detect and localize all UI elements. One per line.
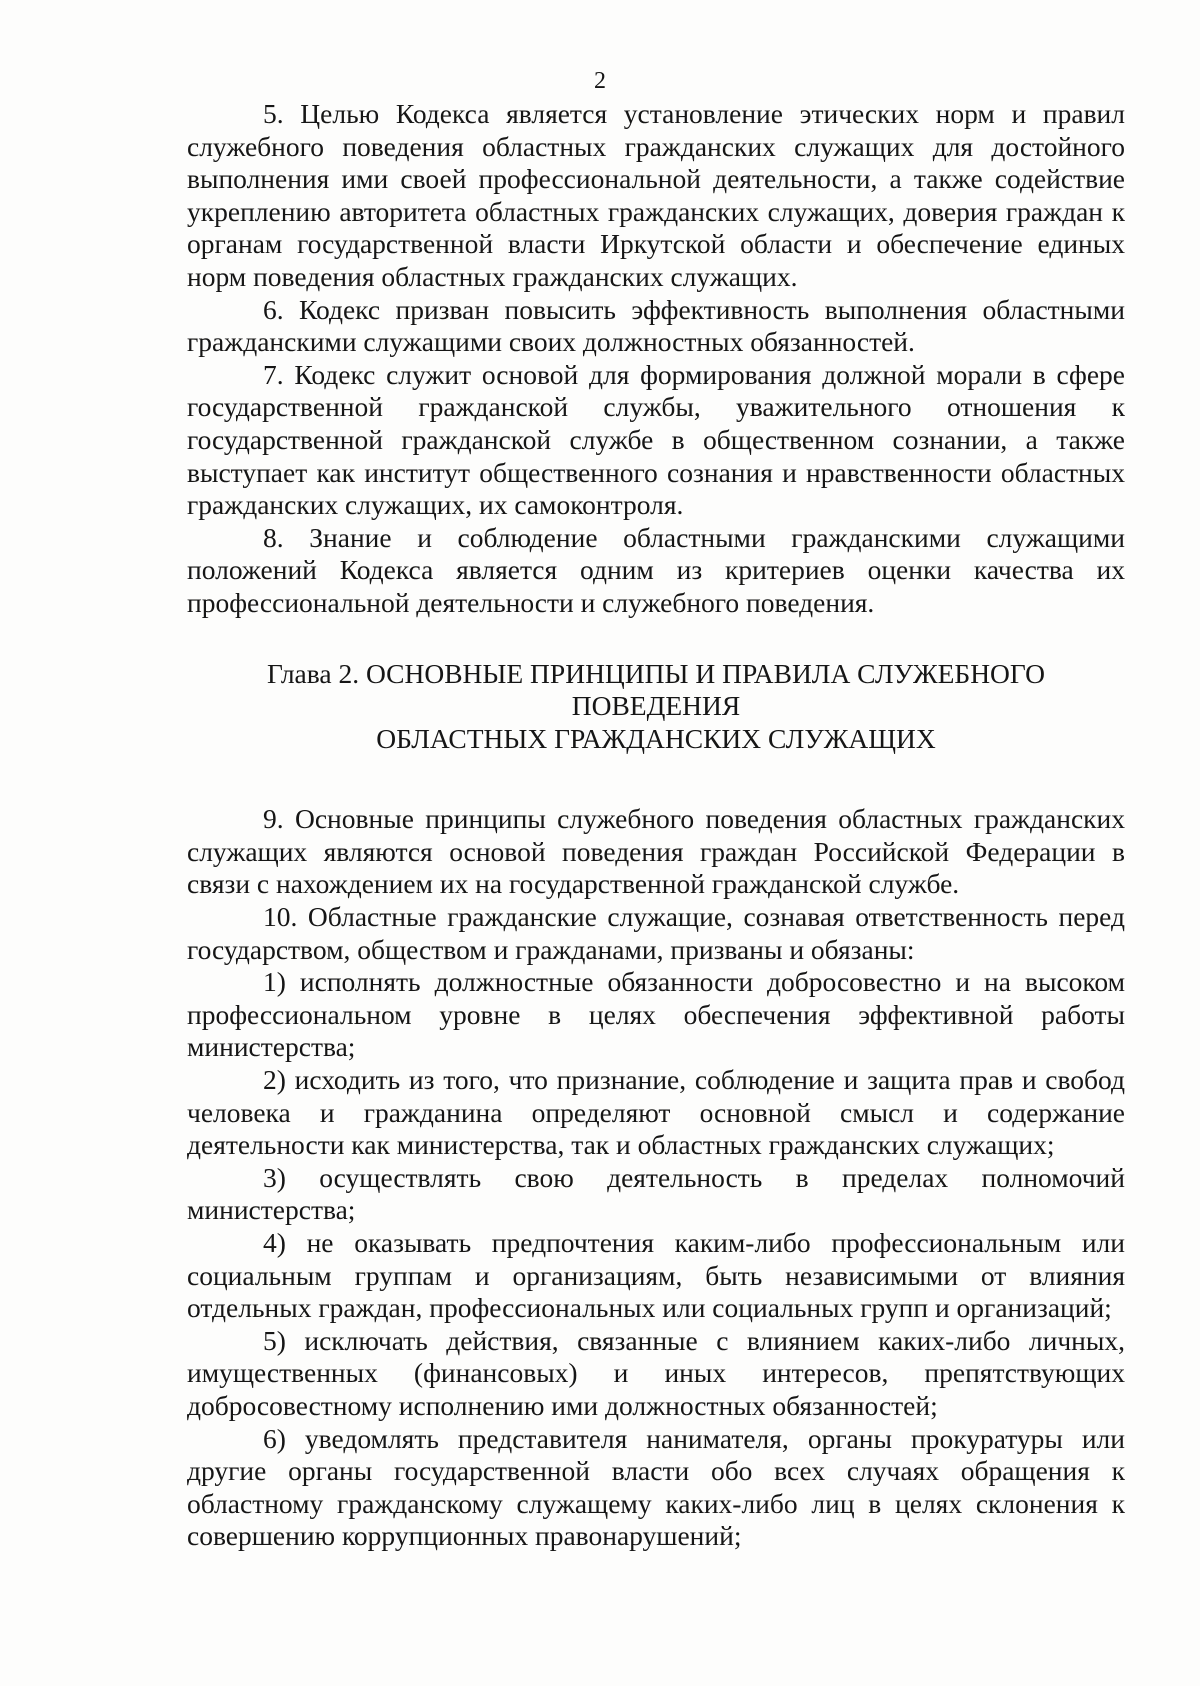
paragraph-8: 8. Знание и соблюдение областными гражданскими служащими положений Кодекса является одним из критериев оценки качества их профессиональной деятельности и служебного поведения. bbox=[187, 521, 1125, 618]
chapter-heading-line-3: ОБЛАСТНЫХ ГРАЖДАНСКИХ СЛУЖАЩИХ bbox=[376, 722, 936, 754]
list-item-3: 3) осуществлять свою деятельность в пределах полномочий министерства; bbox=[187, 1161, 1125, 1226]
list-item-6: 6) уведомлять представителя нанимателя, органы прокуратуры или другие органы государственной власти обо всех случаях обращения к областному гражданскому служащему каких-либо лиц в целях склонения к совершению коррупционных правонарушений; bbox=[187, 1422, 1125, 1552]
chapter-heading-line-1: Глава 2. ОСНОВНЫЕ ПРИНЦИПЫ И ПРАВИЛА СЛУЖЕБНОГО bbox=[266, 657, 1045, 689]
document-body bbox=[187, 98, 1125, 1553]
paragraph-10: 10. Областные гражданские служащие, сознавая ответственность перед государством, обществом и гражданами, призваны и обязаны: bbox=[187, 901, 1125, 965]
list-item-1: 1) исполнять должностные обязанности добросовестно и на высоком профессиональном уровне в целях обеспечения эффективной работы министерства; bbox=[187, 966, 1125, 1063]
paragraph-7: 7. Кодекс служит основой для формирования должной морали в сфере государственной гражданской службы, уважительного отношения к государственной гражданской службе в общественном сознании, а также выступает как институт общественного сознания и нравственности областных гражданских служащих, их самоконтроля. bbox=[187, 358, 1125, 521]
paragraph-5: 5. Целью Кодекса является установление этических норм и правил служебного поведения областных гражданских служащих для достойного выполнения ими своей профессиональной деятельности, а также содействие укреплению авторитета областных гражданских служащих, доверия граждан к органам государственной власти Иркутской области и обеспечение единых норм поведения областных гражданских служащих. bbox=[187, 98, 1125, 292]
list-item-4: 4) не оказывать предпочтения каким-либо профессиональным или социальным группам и организациям, быть независимыми от влияния отдельных граждан, профессиональных или социальных групп и организаций; bbox=[187, 1227, 1125, 1324]
paragraph-9: 9. Основные принципы служебного поведения областных гражданских служащих являются основой поведения граждан Российской Федерации в связи с нахождением их на государственной гражданской службе. bbox=[187, 803, 1125, 900]
list-item-5: 5) исключать действия, связанные с влиянием каких-либо личных, имущественных (финансовых) и иных интересов, препятствующих добросовестному исполнению ими должностных обязанностей; bbox=[187, 1324, 1125, 1421]
paragraph-6: 6. Кодекс призван повысить эффективность выполнения областными гражданскими служащими своих должностных обязанностей. bbox=[187, 293, 1125, 358]
page-number: 2 bbox=[594, 68, 606, 94]
chapter-heading bbox=[187, 658, 1125, 756]
list-item-2: 2) исходить из того, что признание, соблюдение и защита прав и свобод человека и гражданина определяют основной смысл и содержание деятельности как министерства, так и областных гражданских служащих; bbox=[187, 1064, 1125, 1161]
chapter-heading-line-2: ПОВЕДЕНИЯ bbox=[571, 690, 741, 722]
section-spacer bbox=[187, 755, 1125, 803]
